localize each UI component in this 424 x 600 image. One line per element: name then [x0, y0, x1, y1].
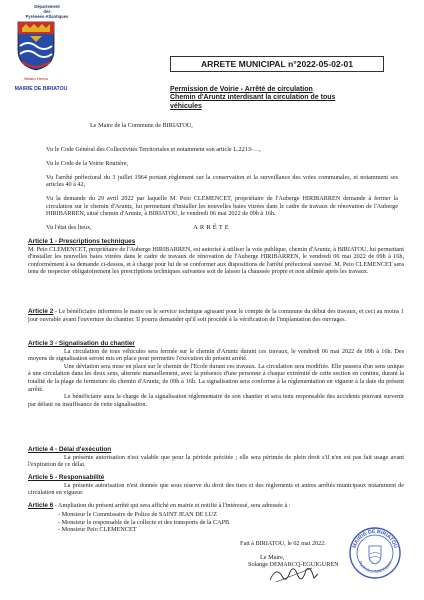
recipient-item: - Monsieur le responsable de la collecte et des transports de la CAPB. [58, 518, 231, 526]
crest-caption: Biriatu Herria [24, 76, 48, 81]
vu-item: Vu le Code Général des Collectivités Territoriales et notamment son article L.2213-…, [46, 146, 261, 154]
decree-subject [170, 86, 400, 111]
article-title: Article 4 - Délai d'exécution [28, 446, 112, 453]
mayor-name: Solange DEMARCQ-EGUIGUREN [248, 561, 339, 569]
place-date: Fait à BIRIATOU, le 02 mai 2022. [240, 540, 326, 547]
article-text: La circulation de tous véhicules sera fermée sur le chemin d'Aruntz durant ces travaux, le vendredi 06 mai 2022 de 09h à 16h. Des moyens de signalisation seront mis en place pour permettre l'exécution du présent arrêté. [28, 347, 404, 363]
department-label [12, 4, 82, 19]
recipient-list [58, 511, 358, 534]
vu-item: Vu l'état des lieux, [46, 224, 92, 232]
department-line: Département [34, 4, 60, 9]
arrete-heading: ARRÊTE [193, 224, 231, 231]
subject-line: Permission de Voirie - Arrêté de circulation [170, 86, 313, 93]
article-5 [28, 474, 404, 497]
article-title: Article 2 [28, 308, 54, 315]
article-title: Article 5 - Responsabilité [28, 474, 105, 481]
mayor-role: Le Maire, [260, 553, 285, 561]
department-line: Pyrénées-Atlantiques [25, 14, 69, 19]
decree-title: ARRETE MUNICIPAL n°2022-05-02-01 [170, 56, 384, 72]
recipient-item: - Monsieur Peio CLEMENCET [58, 526, 137, 534]
article-6 [28, 502, 404, 510]
article-text: La présente autorisation n'est valable que pour la période précitée ; elle sera périmée de plein droit s'il n'en est pas fait usage avant l'expiration de ce délai. [28, 453, 404, 469]
recipient-item: - Monsieur le Commissaire de Police de SAINT JEAN DE LUZ [58, 511, 218, 518]
maire-intro: Le Maire de la Commune de BIRIATOU, [90, 122, 193, 129]
vu-item: Vu la demande du 29 avril 2022 par laquelle M. Peio CLEMENCET, propriétaire de l'Auberge HIRIBARREN demande à fermer la circulation sur le chemin d'Aruntz, lui permettant d'installer les nouvelles baies vitrées dans le cadre de travaux de rénovation de l'Auberge HIRIBARREN, situé chemin d'Aruntz, à BIRIATOU, le vendredi 06 mai 2022 de 09h à 16h. [46, 195, 398, 218]
article-text: Le bénéficiaire aura la charge de la signalisation réglementaire de son chantier et sera tenu responsable des accidents pouvant survenir par défaut ou insuffisance de cette signalisation. [28, 393, 404, 408]
municipal-crest-icon [16, 20, 56, 72]
official-seal-icon [348, 526, 402, 580]
seal-bottom-text: Pyrénées-Atlantiques [357, 560, 393, 575]
article-text: - Ampliation du présent arrêté qui sera affiché en mairie et notifié à l'intéressé, sera adressée à : [54, 502, 291, 509]
article-title: Article 1 - Prescriptions techniques [28, 238, 136, 245]
subject-line: Chemin d'Aruntz interdisant la circulation de tous [170, 94, 336, 102]
article-2 [28, 308, 404, 323]
article-title: Article 6 [28, 502, 54, 509]
article-3 [28, 340, 404, 408]
subject-line: véhicules [170, 102, 202, 110]
vu-item: Vu le Code de la Voirie Routière, [46, 159, 129, 167]
article-title: Article 3 - Signalisation du chantier [28, 340, 135, 347]
svg-text:Pyrénées-Atlantiques [357, 559, 392, 574]
article-text: Une déviation sera mise en place sur le chemin de l'Ecole durant ces travaux. La circulation sera modifiée. Elle passera d'un sens unique à une circulation dans les deux sens, alternée manuellement, avec la présence d'une personne à chaque extrémité de cette section en continu, durant la totalité de la plage de fermeture du chemin d'Aruntz, de 09h à 16h. La signalisation sera conforme à la réglementation en vigueur à la date du présent arrêté. [28, 362, 404, 393]
vu-item: Vu l'arrêté préfectoral du 3 juillet 1964 portant règlement sur la conservation et la surveillance des voies communales, et notamment ses articles 40 à 42, [46, 173, 398, 189]
handwritten-signature-icon [266, 562, 322, 588]
mairie-label: MAIRIE DE BIRIATOU [14, 86, 68, 92]
department-line: des [43, 9, 51, 14]
article-text: La présente autorisation n'est donnée que sous réserve du droit des tiers et des règlements et autres arrêtés municipaux notamment de circulation en vigueur. [28, 481, 404, 497]
article-text: - Le bénéficiaire informera le maire ou le service technique agissant pour le compte de la commune du début des travaux, et ceci au moins 1 jour ouvrable avant l'ouverture du chantier. Il pourra demander qu'il soit procédé à la vérification de l'implantation des ouvrages. [28, 308, 404, 323]
article-4 [28, 446, 404, 469]
article-text: M. Peio CLEMENCET, propriétaire de l'Auberge HIRIBARREN, est autorisé à utiliser la voie publique, chemin d'Aruntz, à BIRIATOU, lui permettant d'installer les nouvelles baies vitrées dans le cadre de travaux de rénovation de l'Auberge HIRIBARREN, le vendredi 06 mai 2022 de 09h à 16h, conformément à sa demande ci-dessus, et à charge pour lui de se conformer aux dispositions de l'arrêté préfectoral susvisé. M. Peio CLEMENCET sera tenu de respecter obligatoirement les prescriptions techniques suivantes soit de laisser la chaussée propre et non abîmée après les travaux. [28, 245, 404, 276]
article-1 [28, 238, 404, 276]
seal-top-text: MAIRIE DE BIRIATOU [351, 528, 399, 549]
